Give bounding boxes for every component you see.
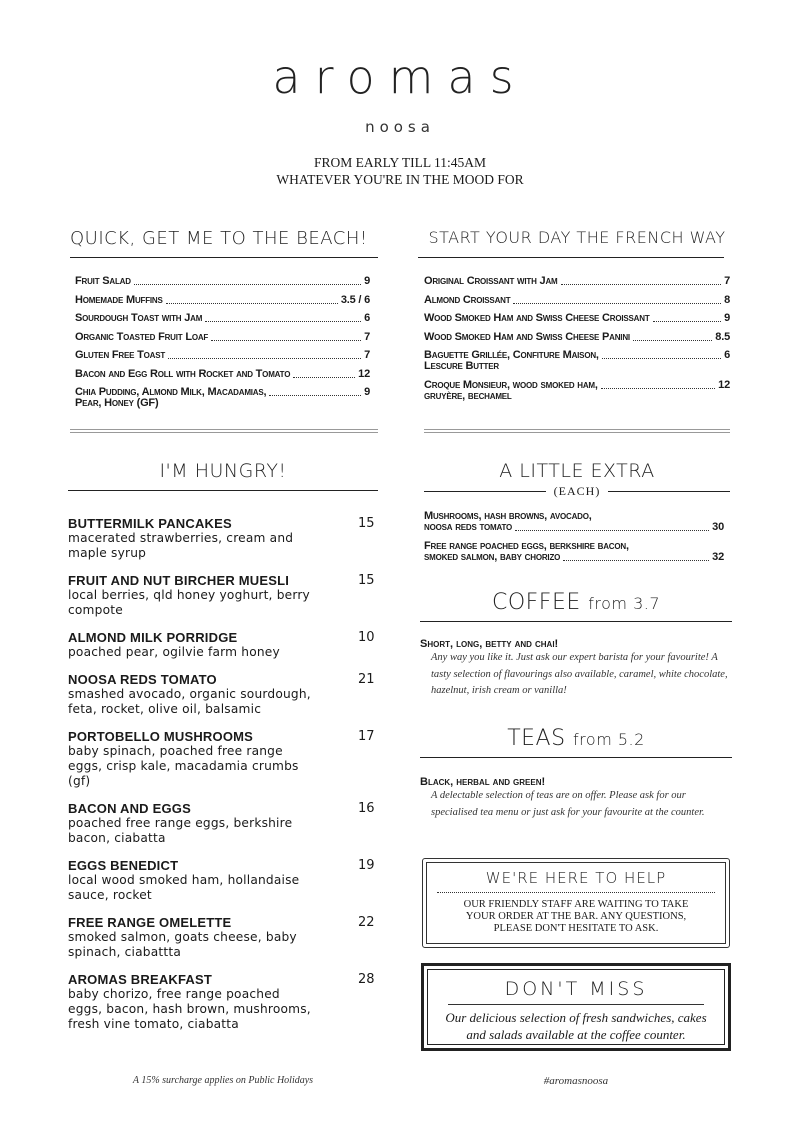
menu-item <box>68 516 378 561</box>
menu-item <box>424 276 730 287</box>
item-name: noosa reds tomato <box>424 521 513 533</box>
help-text: OUR FRIENDLY STAFF ARE WAITING TO TAKE YOUR ORDER AT THE BAR. ANY QUESTIONS, PLEASE DON'T HESITATE TO ASK. <box>463 899 689 934</box>
item-name: Original Croissant with Jam <box>424 275 558 287</box>
coffee-text: Any way you like it. Just ask our expert barista for your favourite! A tasty selection of flavourings also available, caramel, white chocolate, hazelnut, irish cream or vanilla! <box>431 652 728 696</box>
item-name: Mushrooms, hash browns, avocado, <box>424 510 592 522</box>
french-list <box>424 276 730 402</box>
item-description: baby spinach, poached free range eggs, crisp kale, macadamia crumbs (gf) <box>68 744 299 788</box>
help-box <box>422 858 730 948</box>
item-name: Chia Pudding, Almond Milk, Macadamias, <box>75 386 267 398</box>
item-name: Wood Smoked Ham and Swiss Cheese Croissant <box>424 312 650 324</box>
item-price: 3.5 / 6 <box>340 293 370 306</box>
menu-item <box>75 387 370 409</box>
item-description: local wood smoked ham, hollandaise sauce, rocket <box>68 873 300 902</box>
item-name: FREE RANGE OMELETTE <box>68 915 232 930</box>
item-price: 7 <box>724 275 730 287</box>
menu-item <box>75 276 370 287</box>
item-name: Organic Toasted Fruit Loaf <box>75 330 209 343</box>
item-name: Bacon and Egg Roll with Rocket and Tomato <box>75 367 291 380</box>
menu-item <box>68 972 378 1032</box>
item-price: 22 <box>358 915 375 930</box>
item-name: Almond Croissant <box>424 293 511 306</box>
dot-leader <box>168 358 361 359</box>
dot-leader <box>205 321 361 322</box>
section-title: QUICK, GET ME TO THE BEACH! <box>70 228 368 249</box>
french-section <box>418 228 736 409</box>
item-price: 8 <box>724 293 730 306</box>
menu-item <box>424 511 724 533</box>
menu-item <box>424 380 730 402</box>
item-name: BACON AND EGGS <box>68 801 191 816</box>
item-name: EGGS BENEDICT <box>68 858 179 873</box>
help-title: WE'RE HERE TO HELP <box>485 869 667 887</box>
item-name: Sourdough Toast with Jam <box>75 312 203 324</box>
item-description: smoked salmon, goats cheese, baby spinach, ciabattta <box>68 930 297 959</box>
dot-leader <box>563 560 709 561</box>
dot-leader <box>653 321 722 322</box>
item-price: 15 <box>358 573 375 588</box>
item-price: 16 <box>358 801 375 816</box>
section-title: START YOUR DAY THE FRENCH WAY <box>428 228 726 247</box>
tagline-mood: WHATEVER YOU'RE IN THE MOOD FOR <box>276 172 524 187</box>
divider <box>424 429 730 433</box>
item-name: Croque Monsieur, wood smoked ham, <box>424 378 598 391</box>
coffee-section <box>420 590 732 700</box>
item-price: 8.5 <box>715 330 730 343</box>
item-description: smashed avocado, organic sourdough, feta, rocket, olive oil, balsamic <box>68 687 311 716</box>
dot-leader <box>633 340 712 341</box>
item-price: 12 <box>358 367 370 380</box>
item-price: 7 <box>364 349 370 361</box>
quick-list <box>75 276 370 409</box>
item-name: AROMAS BREAKFAST <box>68 972 213 987</box>
menu-item <box>424 295 730 306</box>
item-description: local berries, qld honey yoghurt, berry compote <box>68 588 310 617</box>
item-name: Homemade Muffins <box>75 293 163 306</box>
menu-item <box>75 369 370 380</box>
section-title: A LITTLE EXTRA <box>499 460 655 482</box>
item-price: 19 <box>358 858 375 873</box>
item-price: 15 <box>358 516 375 531</box>
hungry-section <box>68 460 378 1044</box>
menu-item <box>68 729 378 789</box>
dot-leader <box>601 388 715 389</box>
dot-leader <box>602 358 721 359</box>
item-price: 28 <box>358 972 375 987</box>
dot-leader <box>513 303 721 304</box>
dot-leader <box>166 303 338 304</box>
dont-miss-box <box>421 963 731 1051</box>
item-description: baby chorizo, free range poached eggs, bacon, hash brown, mushrooms, fresh vine tomato, ciabatta <box>68 987 311 1031</box>
item-price: 9 <box>724 312 730 324</box>
location: noosa <box>365 118 435 136</box>
menu-item <box>75 332 370 343</box>
item-name: smoked salmon, baby chorizo <box>424 550 561 563</box>
item-price: 10 <box>358 630 375 645</box>
item-name: gruyère, bechamel <box>424 389 512 402</box>
item-name: Fruit Salad <box>75 275 131 287</box>
logo: aromas <box>272 50 528 104</box>
item-price: 6 <box>724 349 730 361</box>
item-description: macerated strawberries, cream and maple syrup <box>68 531 294 560</box>
item-price: 6 <box>364 312 370 324</box>
teas-section <box>420 726 732 821</box>
menu-item <box>68 915 378 960</box>
menu-item <box>424 350 730 372</box>
item-name: NOOSA REDS TOMATO <box>68 672 217 687</box>
section-title: I'M HUNGRY! <box>159 460 287 482</box>
teas-subtitle: Black, herbal and green! <box>420 776 546 788</box>
item-price: 30 <box>712 521 724 533</box>
item-name: Pear, Honey (GF) <box>75 397 159 409</box>
item-price: 32 <box>712 550 724 563</box>
item-name: Lescure Butter <box>424 360 499 372</box>
menu-item <box>75 295 370 306</box>
dont-miss-title: DON'T MISS <box>504 978 648 1000</box>
dot-leader <box>211 340 361 341</box>
item-price: 21 <box>358 672 375 687</box>
teas-price: from 5.2 <box>573 730 645 749</box>
item-name: BUTTERMILK PANCAKES <box>68 516 232 531</box>
menu-item <box>68 672 378 717</box>
menu-item <box>68 801 378 846</box>
menu-item <box>68 858 378 903</box>
tagline <box>0 154 800 188</box>
item-price: 9 <box>364 386 370 398</box>
coffee-title: COFFEE <box>491 590 581 615</box>
item-description: poached pear, ogilvie farm honey <box>68 645 280 659</box>
surcharge-note: A 15% surcharge applies on Public Holidays <box>132 1075 314 1086</box>
menu-item <box>424 313 730 324</box>
menu-item <box>68 573 378 618</box>
item-price: 17 <box>358 729 375 744</box>
hashtag: #aromasnoosa <box>543 1075 609 1087</box>
item-name: Free range poached eggs, berkshire bacon, <box>424 539 629 552</box>
menu-item <box>424 541 724 563</box>
item-price: 9 <box>364 275 370 287</box>
dot-leader <box>515 530 709 531</box>
dot-leader <box>134 284 361 285</box>
menu-item <box>68 630 378 660</box>
coffee-subtitle: Short, long, betty and chai! <box>420 638 559 650</box>
item-price: 12 <box>718 378 730 391</box>
dot-leader <box>293 377 355 378</box>
teas-text: A delectable selection of teas are on offer. Please ask for our specialised tea menu or just ask for your favourite at the counter. <box>431 790 705 818</box>
coffee-price: from 3.7 <box>588 594 661 613</box>
extra-section <box>424 460 730 570</box>
dot-leader <box>561 284 722 285</box>
dont-miss-text: Our delicious selection of fresh sandwiches, cakes and salads available at the coffee counter. <box>445 1010 707 1042</box>
extra-list <box>424 511 724 563</box>
teas-title: TEAS <box>507 726 566 751</box>
menu-item <box>75 313 370 324</box>
item-name: Wood Smoked Ham and Swiss Cheese Panini <box>424 330 630 343</box>
item-name: Baguette Grillée, Confiture Maison, <box>424 349 599 361</box>
dot-leader <box>269 395 361 396</box>
item-price: 7 <box>364 330 370 343</box>
hungry-list <box>68 516 378 1032</box>
menu-item <box>75 350 370 361</box>
item-name: Gluten Free Toast <box>75 349 166 361</box>
item-name: FRUIT AND NUT BIRCHER MUESLI <box>68 573 290 588</box>
divider <box>70 429 378 433</box>
quick-section <box>70 228 378 417</box>
item-name: ALMOND MILK PORRIDGE <box>68 630 238 645</box>
section-subtitle: (EACH) <box>553 484 601 498</box>
item-description: poached free range eggs, berkshire bacon, ciabatta <box>68 816 293 845</box>
tagline-hours: FROM EARLY TILL 11:45AM <box>313 155 487 170</box>
menu-item <box>424 332 730 343</box>
item-name: PORTOBELLO MUSHROOMS <box>68 729 254 744</box>
